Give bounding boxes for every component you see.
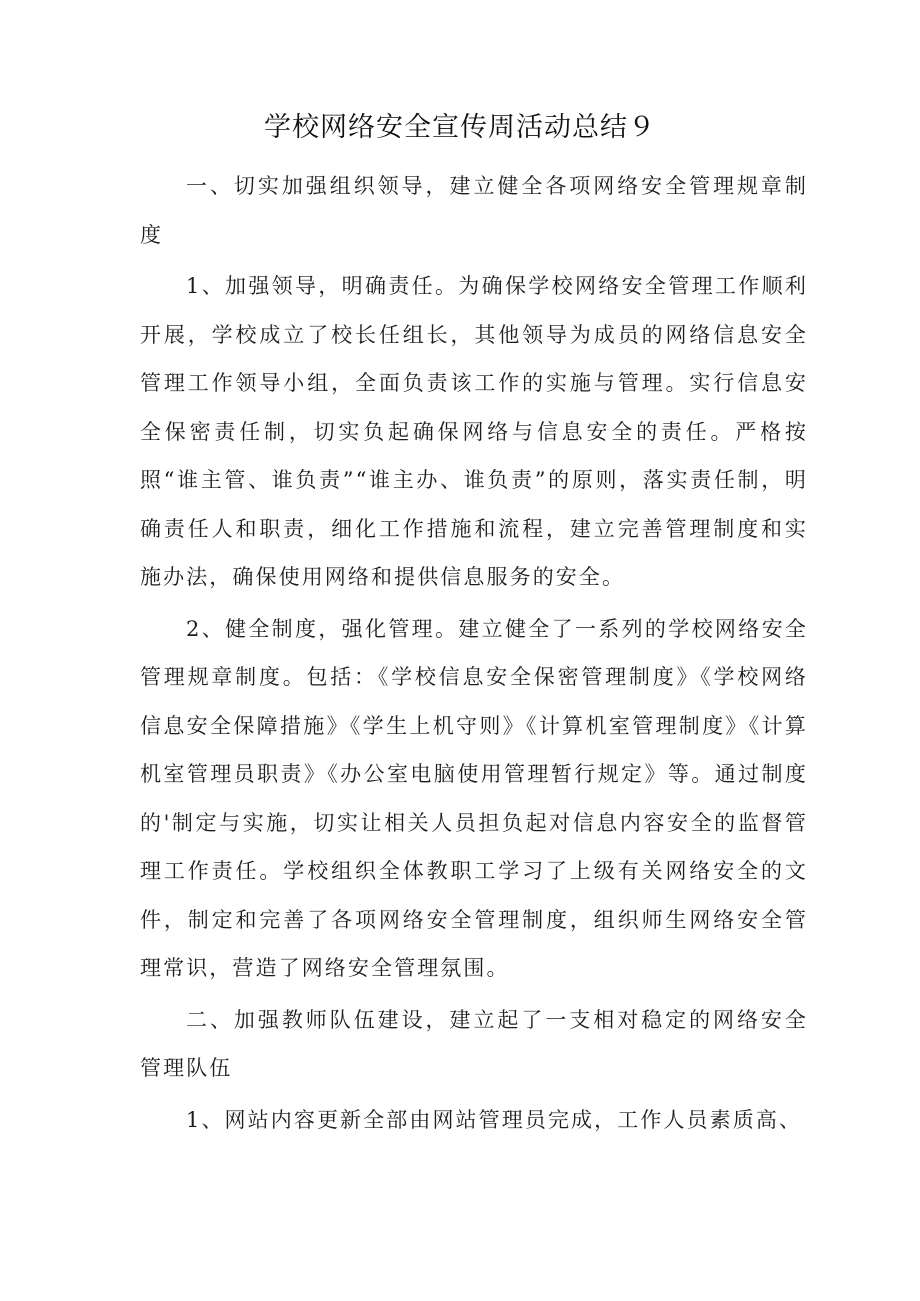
document-body bbox=[140, 162, 808, 1144]
heading-section-2: 二、加强教师队伍建设，建立起了一支相对稳定的网络安全管理队伍 bbox=[140, 1007, 808, 1080]
heading-section-1: 一、切实加强组织领导，建立健全各项网络安全管理规章制度 bbox=[140, 174, 808, 247]
paragraph-leadership: 1、加强领导，明确责任。为确保学校网络安全管理工作顺利开展，学校成立了校长任组长，其他领导为成员的网络信息安全管理工作领导小组，全面负责该工作的实施与管理。实行信息安全保密责任制，切实负起确保网络与信息安全的责任。严格按照“谁主管、谁负责”“谁主办、谁负责”的原则，落实责任制，明确责任人和职责，细化工作措施和流程，建立完善管理制度和实施办法，确保使用网络和提供信息服务的安全。 bbox=[140, 274, 808, 589]
paragraph-website-content: 1、网站内容更新全部由网站管理员完成，工作人员素质高、 bbox=[186, 1107, 803, 1132]
document-title: 学校网络安全宣传周活动总结９ bbox=[264, 112, 656, 143]
paragraph-regulations: 2、健全制度，强化管理。建立健全了一系列的学校网络安全管理规章制度。包括：《学校信息安全保密管理制度》《学校网络信息安全保障措施》《学生上机守则》《计算机室管理制度》《计算机室管理员职责》《办公室电脑使用管理暂行规定》等。通过制度的'制定与实施，切实让相关人员担负起对信息内容安全的监督管理工作责任。学校组织全体教职工学习了上级有关网络安全的文件，制定和完善了各项网络安全管理制度，组织师生网络安全管理常识，营造了网络安全管理氛围。 bbox=[140, 616, 808, 980]
